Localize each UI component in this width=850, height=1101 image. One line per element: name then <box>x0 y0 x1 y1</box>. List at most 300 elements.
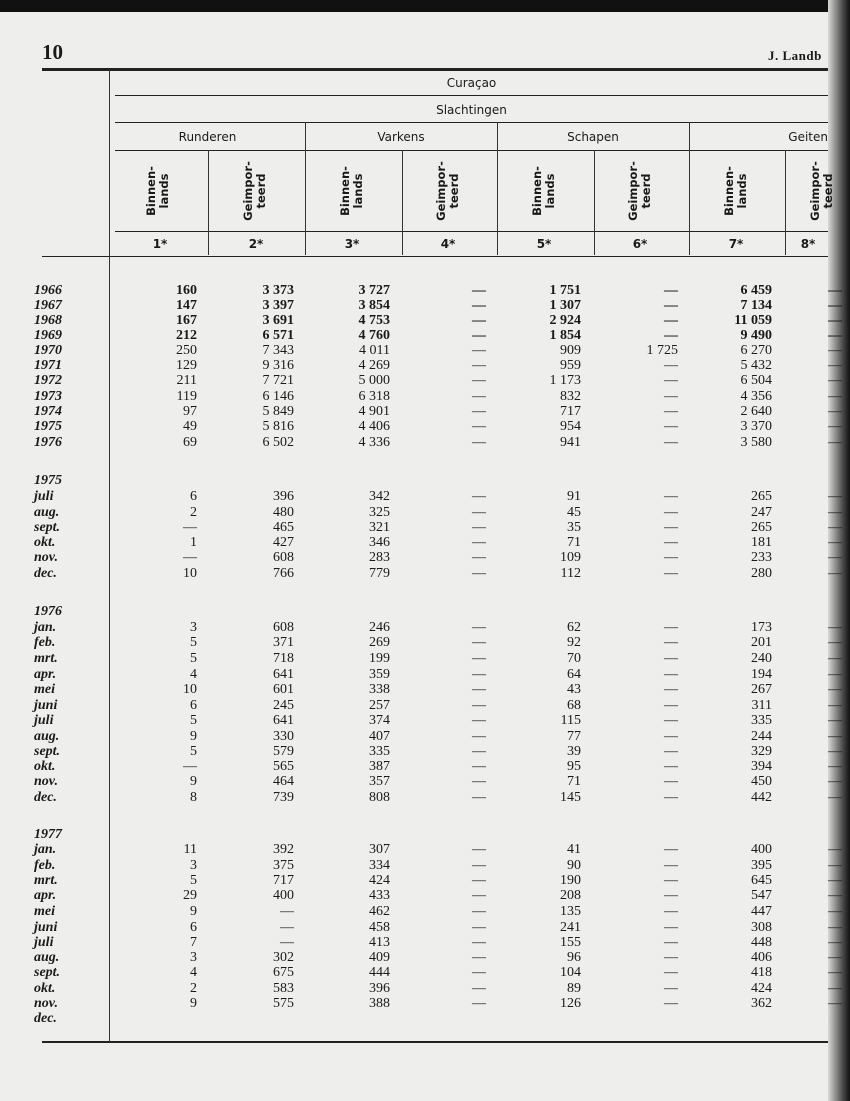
row-label: feb. <box>34 635 56 650</box>
table-cell: 1 <box>190 535 197 550</box>
row-label: mei <box>34 904 55 919</box>
col-number-7: 7* <box>728 237 744 251</box>
table-bottom-rule <box>42 1041 828 1043</box>
table-cell: — <box>472 904 486 919</box>
table-cell: — <box>472 888 486 903</box>
table-cell: — <box>828 774 842 789</box>
row-label: sept. <box>34 744 61 759</box>
table-cell: — <box>664 550 678 565</box>
table-cell: — <box>664 981 678 996</box>
table-cell: 129 <box>176 358 197 373</box>
table-cell: — <box>664 535 678 550</box>
table-cell: 68 <box>567 698 581 713</box>
row-label: juni <box>34 920 58 935</box>
table-cell: 362 <box>751 996 772 1011</box>
table-cell: 71 <box>567 535 581 550</box>
table-cell: — <box>664 888 678 903</box>
table-cell: 3 370 <box>740 419 772 434</box>
table-cell: 3 <box>190 620 197 635</box>
table-cell: 5 432 <box>740 358 772 373</box>
table-cell: — <box>664 698 678 713</box>
table-cell: — <box>472 505 486 520</box>
table-cell: 173 <box>751 620 772 635</box>
table-cell: — <box>472 328 486 343</box>
table-cell: 39 <box>567 744 581 759</box>
table-cell: 641 <box>273 667 294 682</box>
table-cell: — <box>472 744 486 759</box>
table-cell: — <box>828 435 842 450</box>
table-cell: 6 459 <box>740 283 772 298</box>
row-label: aug. <box>34 505 60 520</box>
table-cell: 579 <box>273 744 294 759</box>
table-cell: — <box>664 489 678 504</box>
table-cell: 329 <box>751 744 772 759</box>
table-cell: — <box>828 489 842 504</box>
row-label: 1968 <box>34 313 62 328</box>
row-label: mrt. <box>34 651 58 666</box>
table-cell: 6 <box>190 489 197 504</box>
table-cell: 250 <box>176 343 197 358</box>
table-cell: 335 <box>369 744 390 759</box>
table-cell: — <box>664 904 678 919</box>
row-label: jan. <box>34 842 57 857</box>
table-cell: 307 <box>369 842 390 857</box>
table-cell: — <box>828 888 842 903</box>
table-cell: — <box>472 358 486 373</box>
page-number: 10 <box>42 40 63 64</box>
table-cell: 5 816 <box>262 419 294 434</box>
table-cell: 6 <box>190 920 197 935</box>
table-cell: — <box>664 635 678 650</box>
table-cell: 6 270 <box>740 343 772 358</box>
table-cell: 3 <box>190 950 197 965</box>
table-cell: 565 <box>273 759 294 774</box>
table-cell: — <box>472 759 486 774</box>
table-cell: 4 760 <box>358 328 390 343</box>
table-cell: — <box>828 343 842 358</box>
table-cell: 247 <box>751 505 772 520</box>
col-label-6: Geimpor- teerd <box>626 161 653 221</box>
table-cell: — <box>828 313 842 328</box>
table-cell: 424 <box>369 873 390 888</box>
table-cell: 29 <box>183 888 197 903</box>
table-cell: 601 <box>273 682 294 697</box>
row-label: nov. <box>34 550 58 565</box>
table-cell: — <box>828 713 842 728</box>
table-cell: — <box>472 920 486 935</box>
table-cell: 119 <box>176 389 197 404</box>
table-cell: 90 <box>567 858 581 873</box>
group-schapen: Schapen <box>567 130 619 144</box>
table-cell: — <box>828 535 842 550</box>
table-cell: 608 <box>273 620 294 635</box>
table-cell: 43 <box>567 682 581 697</box>
table-cell: — <box>664 935 678 950</box>
table-cell: 409 <box>369 950 390 965</box>
table-cell: 112 <box>560 566 581 581</box>
row-label: okt. <box>34 535 56 550</box>
table-cell: — <box>183 759 197 774</box>
table-cell: — <box>664 404 678 419</box>
table-cell: 766 <box>273 566 294 581</box>
table-cell: — <box>664 651 678 666</box>
table-cell: — <box>472 489 486 504</box>
table-cell: 6 <box>190 698 197 713</box>
table-cell: — <box>664 950 678 965</box>
group-varkens: Varkens <box>377 130 425 144</box>
table-cell: 3 854 <box>358 298 390 313</box>
table-cell: 199 <box>369 651 390 666</box>
table-cell: 413 <box>369 935 390 950</box>
table-cell: — <box>472 520 486 535</box>
table-cell: 325 <box>369 505 390 520</box>
table-cell: 575 <box>273 996 294 1011</box>
table-cell: 2 <box>190 505 197 520</box>
table-cell: 11 059 <box>734 313 772 328</box>
table-cell: 9 316 <box>262 358 294 373</box>
table-cell: — <box>664 505 678 520</box>
table-cell: — <box>664 744 678 759</box>
table-cell: 3 727 <box>358 283 390 298</box>
table-cell: 7 343 <box>262 343 294 358</box>
table-cell: 418 <box>751 965 772 980</box>
table-cell: 10 <box>183 566 197 581</box>
col-number-8: 8* <box>800 237 816 251</box>
table-cell: 7 721 <box>262 373 294 388</box>
row-label: juni <box>34 698 58 713</box>
table-cell: — <box>472 635 486 650</box>
row-label: juli <box>34 489 54 504</box>
row-label: dec. <box>34 1011 57 1026</box>
table-top-rule <box>42 68 828 71</box>
row-label: 1976 <box>34 435 62 450</box>
table-cell: 35 <box>567 520 581 535</box>
table-cell: 233 <box>751 550 772 565</box>
table-cell: 959 <box>560 358 581 373</box>
table-cell: 465 <box>273 520 294 535</box>
group-geiten: Geiten <box>788 130 828 144</box>
table-cell: 1 854 <box>549 328 581 343</box>
table-cell: 5 <box>190 635 197 650</box>
row-label: okt. <box>34 759 56 774</box>
table-cell: 424 <box>751 981 772 996</box>
table-cell: — <box>828 520 842 535</box>
table-cell: — <box>664 667 678 682</box>
table-cell: — <box>828 667 842 682</box>
row-label: mei <box>34 682 55 697</box>
table-cell: 115 <box>560 713 581 728</box>
table-cell: 462 <box>369 904 390 919</box>
table-cell: 375 <box>273 858 294 873</box>
table-cell: — <box>664 520 678 535</box>
running-head: J. Landb <box>768 48 822 63</box>
table-cell: — <box>280 920 294 935</box>
table-cell: 155 <box>560 935 581 950</box>
table-cell: 9 <box>190 774 197 789</box>
table-cell: 104 <box>560 965 581 980</box>
table-cell: — <box>664 313 678 328</box>
table-cell: 3 580 <box>740 435 772 450</box>
table-cell: — <box>472 283 486 298</box>
table-cell: 96 <box>567 950 581 965</box>
table-cell: 335 <box>751 713 772 728</box>
table-cell: 4 <box>190 667 197 682</box>
row-label: juli <box>34 713 54 728</box>
row-label: okt. <box>34 981 56 996</box>
table-cell: 458 <box>369 920 390 935</box>
row-label: 1976 <box>34 604 62 619</box>
table-cell: 346 <box>369 535 390 550</box>
subtitle-heading: Slachtingen <box>436 103 507 117</box>
table-cell: 4 011 <box>359 343 390 358</box>
table-cell: 338 <box>369 682 390 697</box>
table-cell: 480 <box>273 505 294 520</box>
table-cell: — <box>828 935 842 950</box>
table-cell: — <box>472 873 486 888</box>
row-label: 1972 <box>34 373 62 388</box>
table-cell: 6 571 <box>262 328 294 343</box>
table-cell: 5 <box>190 873 197 888</box>
table-cell: — <box>828 744 842 759</box>
table-cell: 95 <box>567 759 581 774</box>
row-label: sept. <box>34 965 61 980</box>
table-cell: — <box>280 935 294 950</box>
table-cell: 448 <box>751 935 772 950</box>
table-cell: — <box>664 858 678 873</box>
col-rule-5 <box>594 150 595 255</box>
table-cell: — <box>828 635 842 650</box>
table-cell: 4 753 <box>358 313 390 328</box>
table-cell: — <box>828 950 842 965</box>
table-cell: — <box>828 389 842 404</box>
col-number-2: 2* <box>248 237 264 251</box>
row-label: 1969 <box>34 328 62 343</box>
table-cell: — <box>828 283 842 298</box>
table-cell: 145 <box>560 790 581 805</box>
group-rule <box>115 150 828 151</box>
table-cell: 135 <box>560 904 581 919</box>
table-cell: 4 406 <box>358 419 390 434</box>
table-cell: 6 504 <box>740 373 772 388</box>
row-label: juli <box>34 935 54 950</box>
table-cell: — <box>664 389 678 404</box>
group-runderen: Runderen <box>178 130 237 144</box>
table-cell: 147 <box>176 298 197 313</box>
table-cell: — <box>664 713 678 728</box>
table-cell: — <box>828 729 842 744</box>
table-cell: — <box>828 873 842 888</box>
table-cell: — <box>664 283 678 298</box>
table-cell: 9 <box>190 729 197 744</box>
table-cell: 321 <box>369 520 390 535</box>
table-cell: — <box>664 759 678 774</box>
table-cell: — <box>472 435 486 450</box>
number-rule <box>42 256 828 257</box>
table-cell: 9 <box>190 996 197 1011</box>
table-cell: 5 000 <box>358 373 390 388</box>
table-cell: — <box>472 981 486 996</box>
table-cell: — <box>828 858 842 873</box>
table-cell: 1 751 <box>549 283 581 298</box>
table-cell: — <box>472 729 486 744</box>
table-cell: 265 <box>751 489 772 504</box>
stub-rule <box>109 70 110 1042</box>
table-cell: 6 502 <box>262 435 294 450</box>
table-cell: 240 <box>751 651 772 666</box>
table-cell: 244 <box>751 729 772 744</box>
table-cell: 444 <box>369 965 390 980</box>
table-cell: 6 146 <box>262 389 294 404</box>
table-cell: — <box>472 950 486 965</box>
row-label: aug. <box>34 950 60 965</box>
table-cell: 6 318 <box>358 389 390 404</box>
table-cell: — <box>472 620 486 635</box>
table-cell: 396 <box>273 489 294 504</box>
col-label-7: Binnen- lands <box>722 166 749 216</box>
row-label: 1971 <box>34 358 62 373</box>
table-cell: 450 <box>751 774 772 789</box>
table-cell: 641 <box>273 713 294 728</box>
table-cell: 280 <box>751 566 772 581</box>
table-cell: 89 <box>567 981 581 996</box>
row-label: 1967 <box>34 298 62 313</box>
table-cell: 547 <box>751 888 772 903</box>
col-label-4: Geimpor- teerd <box>434 161 461 221</box>
row-label: 1977 <box>34 827 62 842</box>
row-label: feb. <box>34 858 56 873</box>
row-label: 1973 <box>34 389 62 404</box>
table-cell: 427 <box>273 535 294 550</box>
table-cell: 3 373 <box>262 283 294 298</box>
subtitle-rule <box>115 122 828 123</box>
table-cell: — <box>472 682 486 697</box>
col-rule-7 <box>785 150 786 255</box>
table-cell: — <box>472 667 486 682</box>
table-cell: 41 <box>567 842 581 857</box>
col-number-6: 6* <box>632 237 648 251</box>
table-cell: 241 <box>560 920 581 935</box>
table-cell: 5 <box>190 713 197 728</box>
table-cell: — <box>828 920 842 935</box>
table-cell: 92 <box>567 635 581 650</box>
row-label: jan. <box>34 620 57 635</box>
table-cell: 392 <box>273 842 294 857</box>
table-cell: — <box>472 698 486 713</box>
table-cell: — <box>828 404 842 419</box>
table-cell: — <box>472 774 486 789</box>
table-cell: 3 <box>190 858 197 873</box>
table-cell: — <box>664 920 678 935</box>
row-label: 1975 <box>34 419 62 434</box>
table-cell: 267 <box>751 682 772 697</box>
row-label: sept. <box>34 520 61 535</box>
table-cell: — <box>828 651 842 666</box>
table-cell: 3 691 <box>262 313 294 328</box>
table-cell: — <box>280 904 294 919</box>
table-cell: 395 <box>751 858 772 873</box>
col-label-2: Geimpor- teerd <box>241 161 268 221</box>
table-cell: 208 <box>560 888 581 903</box>
table-cell: — <box>664 298 678 313</box>
table-cell: — <box>664 358 678 373</box>
table-cell: — <box>472 996 486 1011</box>
table-cell: 283 <box>369 550 390 565</box>
table-cell: — <box>664 842 678 857</box>
table-cell: 70 <box>567 651 581 666</box>
table-cell: 45 <box>567 505 581 520</box>
table-cell: 909 <box>560 343 581 358</box>
table-cell: 374 <box>369 713 390 728</box>
row-label: 1974 <box>34 404 62 419</box>
table-cell: — <box>472 713 486 728</box>
table-cell: — <box>828 981 842 996</box>
table-cell: 717 <box>560 404 581 419</box>
table-cell: — <box>664 774 678 789</box>
row-label: nov. <box>34 996 58 1011</box>
col-number-4: 4* <box>440 237 456 251</box>
table-cell: — <box>472 535 486 550</box>
row-label: aug. <box>34 729 60 744</box>
table-cell: — <box>472 550 486 565</box>
table-cell: 394 <box>751 759 772 774</box>
row-label: nov. <box>34 774 58 789</box>
table-cell: — <box>472 842 486 857</box>
table-cell: 97 <box>183 404 197 419</box>
table-cell: 69 <box>183 435 197 450</box>
label-rule <box>115 231 828 232</box>
table-cell: 387 <box>369 759 390 774</box>
table-cell: — <box>664 373 678 388</box>
table-cell: 4 356 <box>740 389 772 404</box>
region-rule <box>115 95 828 96</box>
table-cell: — <box>472 389 486 404</box>
table-cell: 11 <box>183 842 197 857</box>
table-cell: 447 <box>751 904 772 919</box>
table-cell: 308 <box>751 920 772 935</box>
table-cell: — <box>828 358 842 373</box>
table-cell: 1 173 <box>549 373 581 388</box>
table-cell: 77 <box>567 729 581 744</box>
table-cell: 265 <box>751 520 772 535</box>
table-cell: 190 <box>560 873 581 888</box>
table-cell: — <box>828 505 842 520</box>
table-cell: — <box>828 842 842 857</box>
table-cell: — <box>664 328 678 343</box>
table-cell: 245 <box>273 698 294 713</box>
table-cell: — <box>472 651 486 666</box>
row-label: 1966 <box>34 283 62 298</box>
col-label-1: Binnen- lands <box>144 166 171 216</box>
table-cell: 808 <box>369 790 390 805</box>
table-cell: 2 924 <box>549 313 581 328</box>
col-rule-1 <box>208 150 209 255</box>
table-cell: 954 <box>560 419 581 434</box>
table-cell: — <box>472 343 486 358</box>
table-cell: — <box>664 682 678 697</box>
table-cell: — <box>664 435 678 450</box>
table-cell: 832 <box>560 389 581 404</box>
table-cell: — <box>828 965 842 980</box>
table-cell: 257 <box>369 698 390 713</box>
table-cell: 4 269 <box>358 358 390 373</box>
table-cell: 212 <box>176 328 197 343</box>
table-cell: 3 397 <box>262 298 294 313</box>
table-cell: 334 <box>369 858 390 873</box>
table-cell: 464 <box>273 774 294 789</box>
table-cell: 49 <box>183 419 197 434</box>
table-cell: 181 <box>751 535 772 550</box>
table-cell: 167 <box>176 313 197 328</box>
